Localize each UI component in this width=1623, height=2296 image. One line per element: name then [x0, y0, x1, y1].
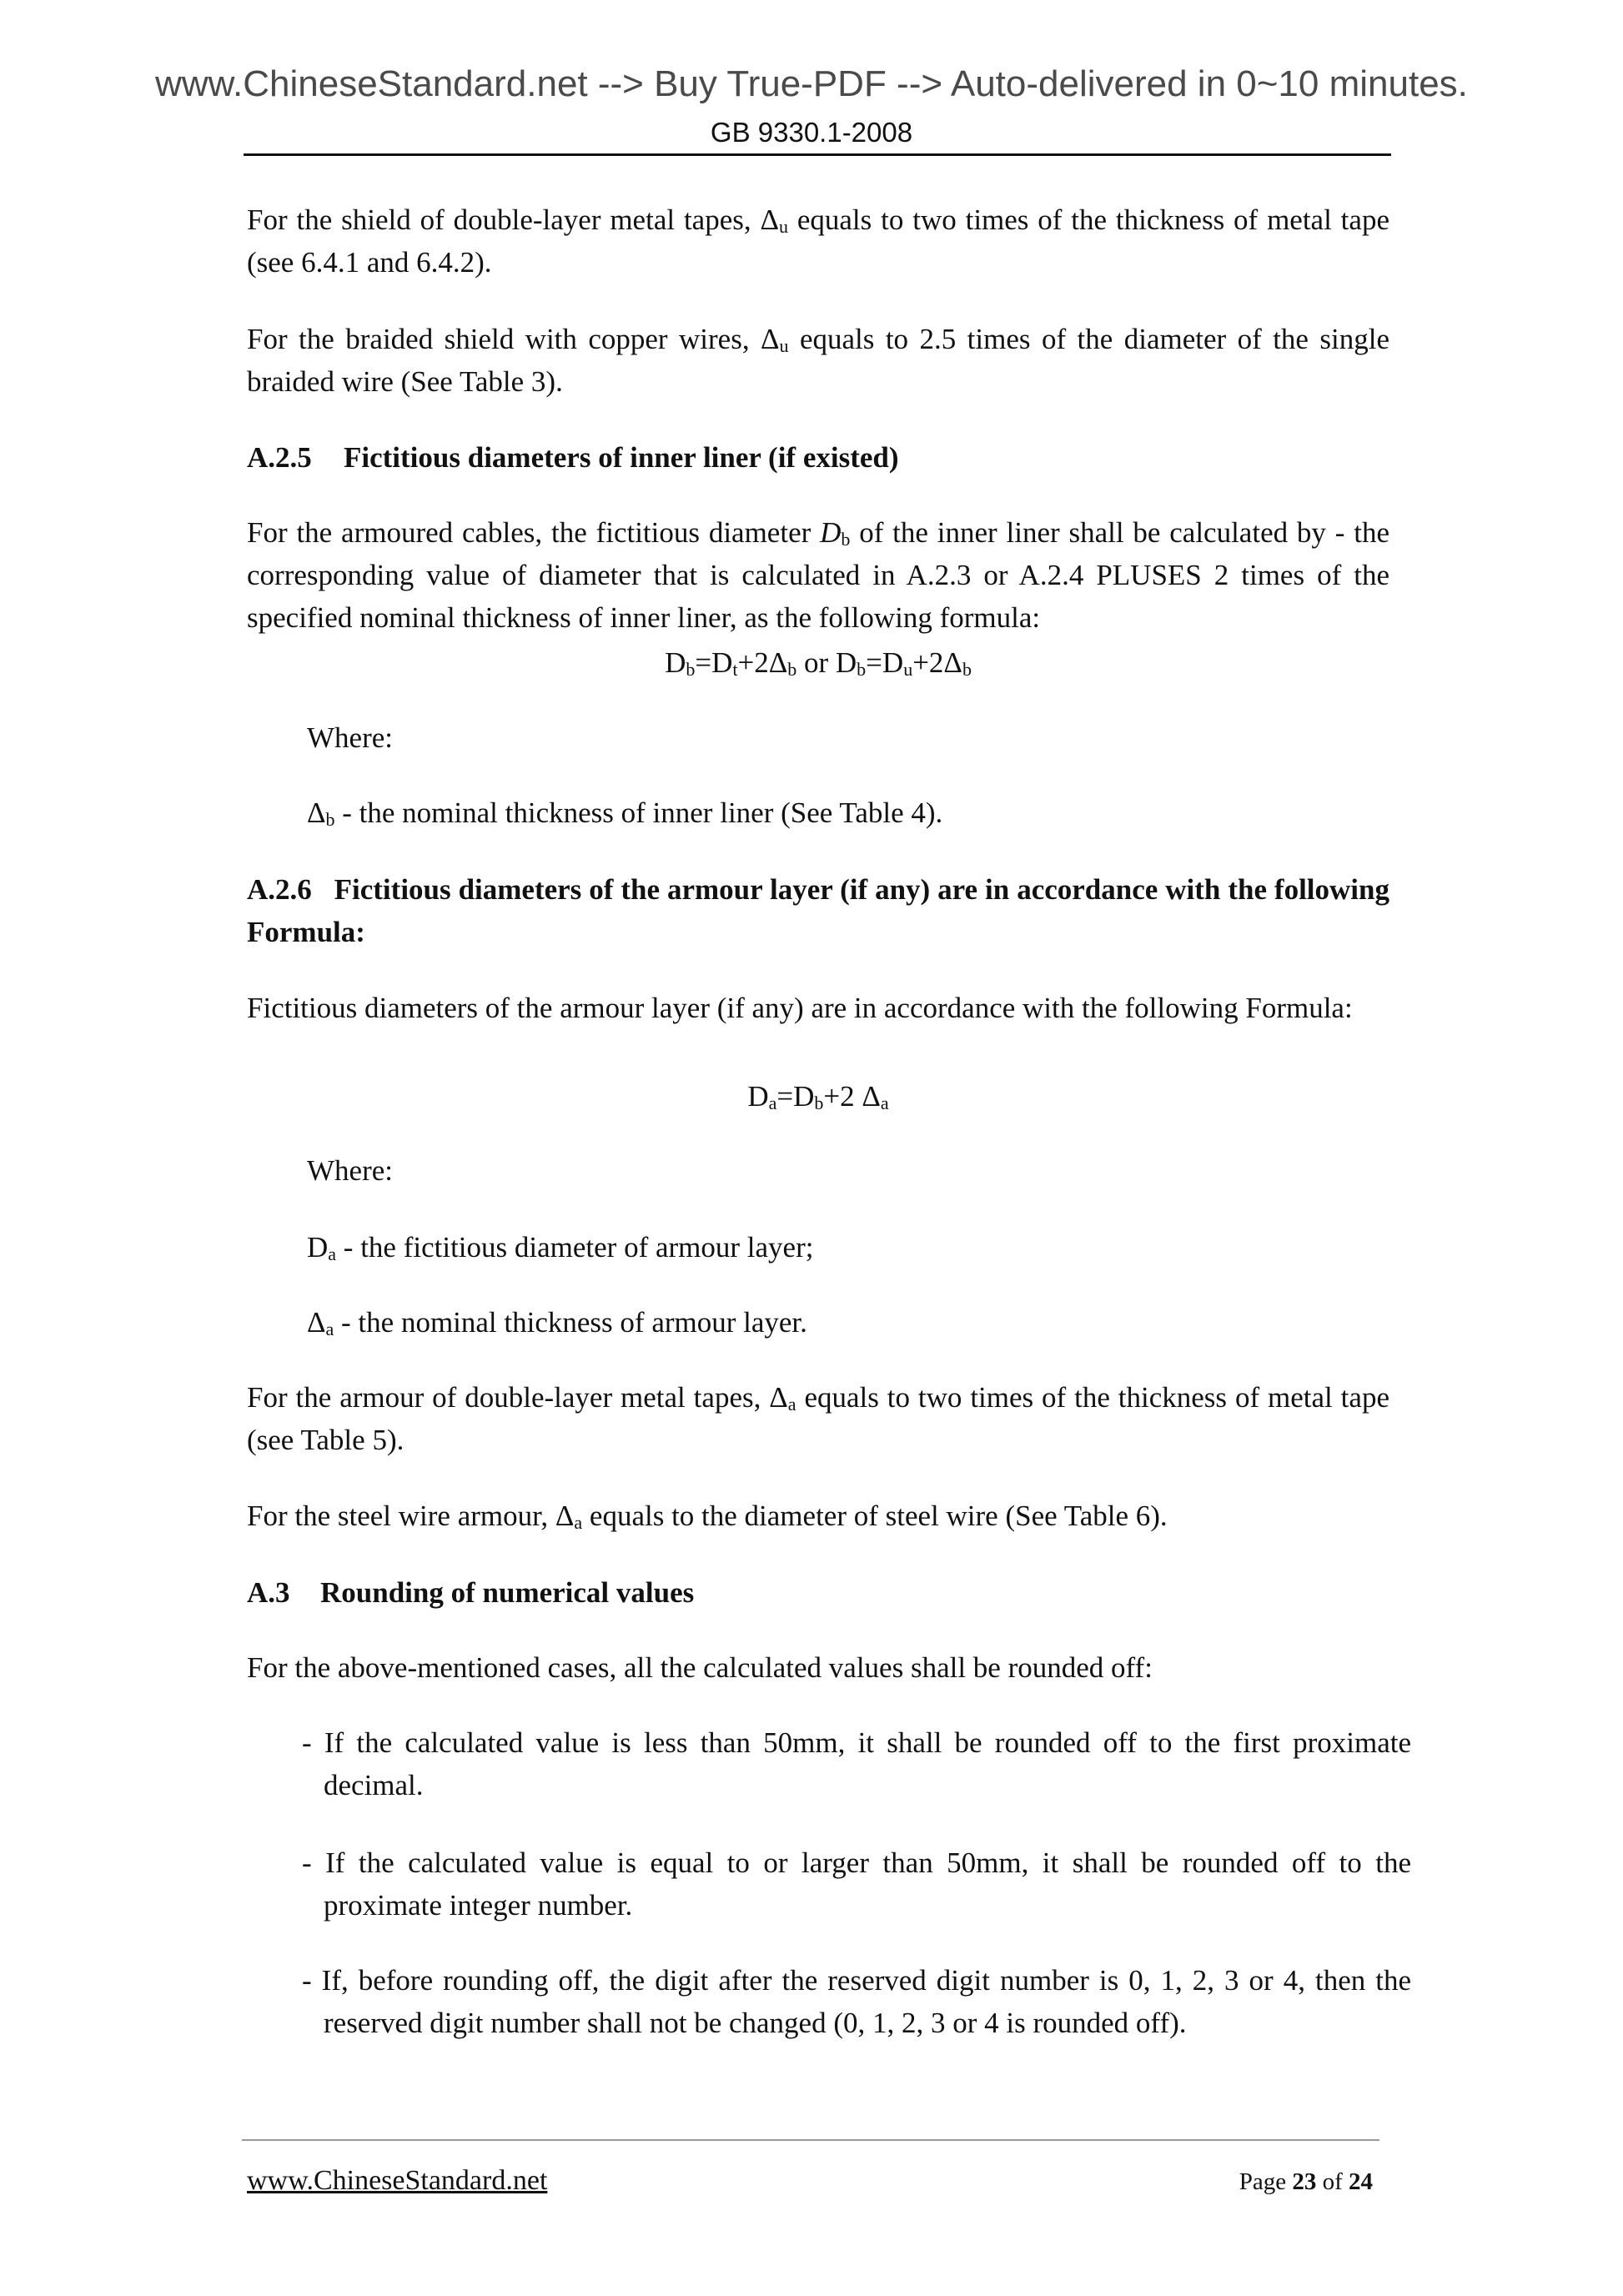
footer-website-link[interactable]: www.ChineseStandard.net: [247, 2165, 548, 2196]
heading-a26: A.2.6 Fictitious diameters of the armour layer (if any) are in accordance with the following Formula:: [247, 873, 1389, 948]
definition-Da: $D_a$ - the fictitious diameter of armour layer;: [307, 1231, 814, 1264]
paragraph-steel-wire: For the steel wire armour, $\Delta_a$ equals to the diameter of steel wire (See Table 6).: [247, 1500, 1168, 1533]
definition-delta-b: $\Delta_b$ - the nominal thickness of inner liner (See Table 4).: [307, 796, 943, 830]
paragraph-braided-shield: For the braided shield with copper wires, $\Delta_u$ equals to 2.5 times of the diameter of the single braided wire (See Table 3).: [247, 323, 1389, 398]
paragraph-rounding: For the above-mentioned cases, all the calculated values shall be rounded off:: [247, 1651, 1153, 1684]
formula-inner-liner: $D_b=D_t+2\Delta_b$ or $D_b=D_u+2\Delta_b$: [665, 646, 972, 680]
formula-armour: $D_a=D_b+2$ $\Delta_a$: [747, 1080, 889, 1113]
paragraph-armoured-cables: For the armoured cables, the fictitious diameter $D_b$ of the inner liner shall be calculated by - the corresponding value of diameter that is calculated in A.2.3 or A.2.4 PLUSES 2 times of the specified nominal thickness of inner liner, as the following formula:: [247, 516, 1389, 634]
definition-delta-a: $\Delta_a$ - the nominal thickness of armour layer.: [307, 1306, 807, 1339]
footer-rule: [242, 2139, 1379, 2141]
list-item: - If, before rounding off, the digit after the reserved digit number is 0, 1, 2, 3 or 4, then the reserved digit number shall not be changed (0, 1, 2, 3 or 4 is rounded off).: [302, 1964, 1411, 2039]
list-item: - If the calculated value is equal to or larger than 50mm, it shall be rounded off to the proximate integer number.: [302, 1846, 1411, 1922]
header-banner: www.ChineseStandard.net --> Buy True-PDF --> Auto-delivered in 0~10 minutes.: [155, 63, 1468, 104]
page-number: Page 23 of 24: [1239, 2168, 1373, 2195]
paragraph-shield-tapes: For the shield of double-layer metal tapes, $\Delta_u$ equals to two times of the thickness of metal tape (see 6.4.1 and 6.4.2).: [247, 203, 1389, 279]
where-label-1: Where:: [307, 721, 393, 754]
paragraph-armour-tapes: For the armour of double-layer metal tapes, $\Delta_a$ equals to two times of the thickness of metal tape (see Table 5).: [247, 1381, 1389, 1456]
where-label-2: Where:: [307, 1154, 393, 1187]
header-rule: [244, 153, 1391, 156]
paragraph-armour-formula: Fictitious diameters of the armour layer (if any) are in accordance with the following Formula:: [247, 992, 1353, 1024]
list-item: - If the calculated value is less than 50mm, it shall be rounded off to the first proximate decimal.: [302, 1726, 1411, 1801]
heading-a3: A.3 Rounding of numerical values: [247, 1576, 695, 1609]
document-id: GB 9330.1-2008: [710, 117, 913, 148]
heading-a25: A.2.5 Fictitious diameters of inner liner (if existed): [247, 441, 899, 474]
